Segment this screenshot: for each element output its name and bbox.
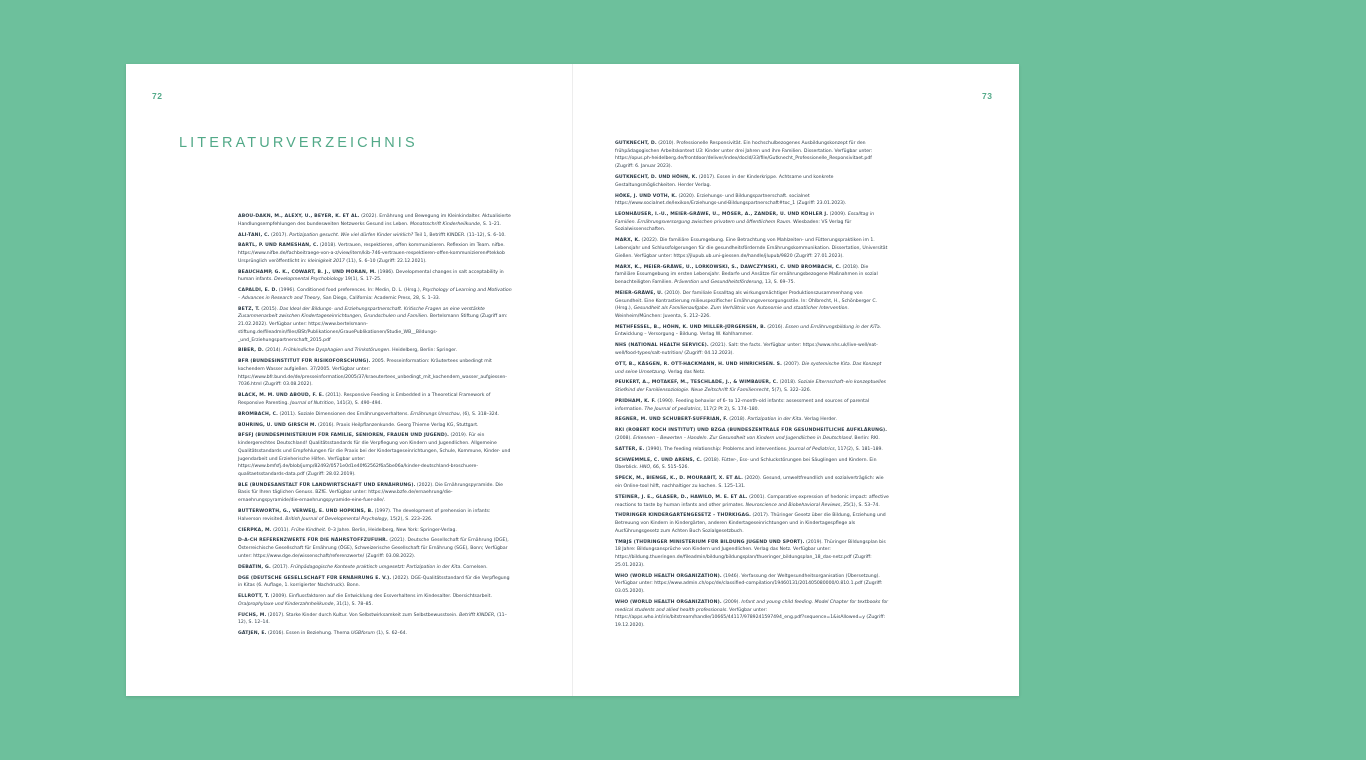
reference-entry (615, 361, 889, 376)
reference-title: HNO (639, 465, 651, 471)
reference-entry (615, 342, 889, 357)
reference-text: (2016). Essen in Beziehung. Thema (266, 631, 352, 637)
reference-details: . Cornelsen. (460, 564, 488, 570)
reference-author: TMBJS (THÜRINGER MINISTERIUM FÜR BILDUNG JUGEND UND SPORT). (615, 539, 805, 545)
reference-text: (1990). Feeding behavior of 6- to 12-month-old infants: assessment and sources of parental information. (615, 398, 870, 412)
reference-title: Ernährungs Umschau (410, 411, 460, 417)
reference-entry (238, 593, 512, 608)
reference-text: (2010). Der familiale Essalltag als wirkungsmächtiger Produktionszusammenhang von Gesundheit. Eine Kontrastierung milieuspezifischer Ernährungsversorgungsstile. In: Ohlbrecht, H., Schönberger C. (Hrsg.), (615, 290, 878, 312)
reference-author: REGNER, M. UND SCHUBERT-SUFFRIAN, F. (615, 417, 728, 423)
reference-entry (615, 512, 889, 535)
reference-entry (615, 379, 889, 394)
reference-entry (238, 358, 512, 389)
reference-details: . Heidelberg, Berlin: Springer. (389, 348, 458, 354)
reference-title: Developmental Psychobiology (274, 277, 344, 283)
reference-entry (238, 432, 512, 478)
reference-text: (1986). Developmental changes in salt acceptability in human infants. (238, 269, 504, 283)
reference-author: LEONHÄUSER, I.-U., MEIER-GRÄWE, U., MÖSER, A., ZANDER, U. UND KÖHLER J. (615, 212, 829, 218)
reference-details: . Verlag das Netz. (664, 369, 706, 375)
reference-author: HÖKE, J. UND VOTH, K. (615, 193, 677, 199)
reference-text: (2019). Thüringer Bildungsplan bis 18 Jahre: Bildungsansprüche von Kindern und Jugendlichen. Verlag das Netz. Verfügbar unter: https://bildung.thueringen.de/fileadmin/bildung/bildungsplan/thueringer_bildungsplan_18_das-netz.pdf (Zugriff: 25.01.2023). (615, 539, 886, 568)
reference-text: (2009). (828, 212, 848, 218)
reference-title: Das Ideal der Bildungs- und Erziehungspartnerschaft. Kritische Fragen an eine verstärkte Zusammenarbeit zwischen Kindertageseinrichtungen, Grundschulen und Familien (238, 306, 485, 320)
reference-details: (1), S. 62–64. (374, 631, 408, 637)
reference-details: , 66, S. 515–526. (650, 465, 689, 471)
reference-details: . 0–3 Jahre. Berlin, Heidelberg, New York: Springer-Verlag. (324, 527, 457, 533)
page-number-left: 72 (152, 91, 163, 101)
reference-text: (1990). The feeding relationship: Problems and interventions. (644, 446, 789, 452)
reference-text: (2021). Salt: the facts. Verfügbar unter: https://www.nhs.uk/live-well/eat-well/food-types/salt-nutrition/ (Zugriff: 04.12.2023). (615, 343, 878, 356)
reference-details: , 117(2 Pt 2), S. 174–180. (700, 406, 760, 412)
reference-text: (2020). Erziehungs- und Bildungspartnerschaft. socialnet https://www.socialnet.de/lexikon/Erziehungs-und-Bildungspartnerschaft#toc_1 (Zugriff: 23.01.2023). (615, 193, 847, 207)
reference-title: Infant and young child feeding. Model Chapter for textbooks for medical students and allied health professionals (615, 599, 889, 613)
reference-details: , 13, S. 69–75. (762, 279, 796, 285)
reference-author: BFR (BUNDESINSTITUT FÜR RISIKOFORSCHUNG). (238, 359, 371, 365)
reference-author: FUCHS, M. (238, 612, 267, 618)
reference-title: Prävention und Gesundheitsförderung (674, 279, 763, 285)
reference-entry (615, 427, 889, 442)
reference-author: BLE (BUNDESANSTALT FÜR LANDWIRTSCHAFT UND ERNÄHRUNG). (238, 482, 416, 488)
reference-author: NHS (NATIONAL HEALTH SERVICE). (615, 343, 709, 349)
reference-author: BROMBACH, C. (238, 411, 279, 417)
reference-author: STEINER, J. E., GLASER, D., HAWILO, M. E. ET AL. (615, 494, 748, 500)
reference-author: WHO (WORLD HEALTH ORGANIZATION). (615, 573, 722, 579)
reference-entry (615, 211, 889, 234)
reference-text: (2011). (271, 527, 292, 533)
reference-text: (2001). Comparative expression of hedonic impact: affective reactions to taste by human infants and other primates. (615, 494, 889, 508)
reference-author: BUTTERWORTH, G., VERWEIJ, E. UND HOPKINS, B. (238, 509, 374, 515)
reference-details: , San Diego, California: Academic Press, 28, S. 1–33. (320, 295, 441, 301)
reference-author: SATTER, E. (615, 446, 645, 452)
reference-author: CIERPKA, M. (238, 527, 272, 533)
reference-text: (1946). Verfassung der Weltgesundheitsorganisation (Übersetzung). Verfügbar unter: https://www.admin.ch/opc/de/classified-compilation/19460131/201405080000/0.810.1.pdf (Zugriff: 03.05.2020). (615, 573, 883, 594)
reference-details: . Verfügbar unter: https://apps.who.int/iris/bitstream/handle/10665/44117/9789241597494_eng.pdf?sequence=1&isAllowed=y (Zugriff: 19.12.2020). (615, 607, 886, 628)
reference-title: British Journal of Developmental Psychology (285, 516, 388, 522)
reference-author: SCHWEMMLE, C. UND ARENS, C. (615, 457, 702, 463)
reference-title: Partizipation in der Kita (747, 417, 802, 423)
reference-entry (615, 324, 889, 339)
reference-details: , 5(7), S. 322–326. (768, 388, 812, 394)
reference-text: (2017). (270, 564, 291, 570)
reference-details: 19(1), S. 17–25. (343, 277, 382, 283)
reference-text: (2014). (263, 348, 284, 354)
reference-author: ELLROTT, T. (238, 594, 270, 600)
reference-entry (238, 422, 512, 430)
reference-author: BARTL, P. UND RAMESHAN, C. (238, 243, 319, 249)
reference-entry (615, 398, 889, 413)
reference-entry (238, 213, 512, 228)
reference-entry (615, 457, 889, 472)
reference-author: BFSFJ (BUNDESMINISTERIUM FÜR FAMILIE, SENIOREN, FRAUEN UND JUGEND). (238, 433, 450, 439)
reference-author: ALI-TANI, C. (238, 232, 270, 238)
page-heading: LITERATURVERZEICHNIS (179, 135, 418, 151)
reference-entry (615, 475, 889, 490)
reference-entry (238, 242, 512, 265)
reference-author: BEAUCHAMP, G. K., COWART, B. J., UND MORAN, M. (238, 269, 377, 275)
reference-author: WHO (WORLD HEALTH ORGANIZATION). (615, 599, 722, 605)
reference-text: (2018). Fütter-, Ess- und Schluckstörungen bei Säuglingen und Kindern. Ein Überblick. (615, 457, 877, 471)
reference-entry (238, 287, 512, 302)
reference-title: Monatsschrift Kinderheilkunde (409, 221, 480, 227)
references-left-column (238, 213, 512, 641)
reference-entry (238, 508, 512, 523)
reference-details: , (6), S. 318–324. (459, 411, 500, 417)
reference-entry (238, 269, 512, 284)
reference-text: (1996). Conditioned food preferences. In: Medin, D. L. (Hrsg.), (277, 288, 423, 294)
reference-text: (2018). (778, 380, 798, 386)
reference-author: MARX, K. (615, 238, 641, 244)
reference-author: DEBATIN, G. (238, 564, 271, 570)
reference-details: , 141(3), S. 490–494. (333, 400, 382, 406)
reference-text: (2010). Professionelle Responsivität. Ein hochschulbezogenes Ausbildungskonzept für den frühpädagogischen Arbeitskontext U3: Kinder unter drei Jahren und ihre Familien. Dissertation. Verfügbar unter: https://opus.ph-heidelberg.de/frontdoor/deliver/index/docId/33/file/Gutknecht_Professionelle_Responsivitaet.pdf (Zugriff: 6. Januar 2023). (615, 141, 873, 170)
reference-text: (2018). Vertrauen, respektieren, offen kommunizieren. Reflexion im Team. nifbe. https://www.nifbe.de/fachbeitraege-von-a-z/view/item/kib-746-vertrauen-respektieren-offen-kommunizieren#tekkob Ursprünglich veröffentlicht in: (238, 243, 505, 264)
reference-text: (2011). Responsive Feeding is Embedded in a Theoretical Framework of Responsive Parenting. (238, 393, 491, 406)
reference-entry (238, 232, 512, 240)
reference-details: . Entwicklung – Versorgung – Bildung. Verlag W. Kohlhammer. (615, 324, 882, 338)
reference-title: Neuroscience and Biobehavioral Reviews (745, 502, 841, 508)
reference-author: GÄTJEN, E. (238, 631, 267, 637)
reference-entry (238, 564, 512, 572)
reference-author: BLACK, M. M. UND ABOUD, F. E. (238, 393, 324, 399)
reference-details: . Verlag Herder. (801, 417, 837, 423)
reference-title: Partizipation gesucht. Wie viel dürfen Kinder wirklich? (289, 232, 414, 238)
reference-title: Gesundheit als Familienaufgabe. Zum Verhältnis von Autonomie und staatlicher Intervention (633, 306, 848, 312)
reference-details: (11), S. 6–10 (Zugriff: 22.12.2021). (344, 258, 427, 264)
reference-entry (615, 290, 889, 321)
reference-details: , S. 1–21. (479, 221, 502, 227)
reference-title: Soziale Elternschaft–ein konzeptuelles Stiefkind der Familiensoziologie. Neue Zeitschrift für Familienrecht (615, 380, 886, 394)
reference-title: Betrifft KINDER (459, 612, 495, 618)
reference-text: (2019). Für ein kindergerechtes Deutschland! Qualitätsstandards für die Verpflegung von Kindern und Jugendlichen. Allgemeine Qualitätsstandards und Empfehlungen für die Praxis bei der Kindertageseinrichtungen, Schule, Kommune, Kinder- und Jugendarbeit und Erzieherische Hilfen. Verfügbar unter: https://www.bmfsfj.de/blob/jump/82492/0571e0d1e40f62562f6a5be06a/kinder-deutschland-broschuere-qualitaetsstandards-data.pdf (Zugriff: 28.02.2019). (238, 433, 511, 477)
reference-text: (1997). The development of prehension in infants: Halverson revisited. (238, 509, 491, 522)
reference-entry (238, 482, 512, 505)
reference-author: METHFESSEL, B., HÖHN, K. UND MILLER-JÜRGENSEN, B. (615, 324, 766, 330)
reference-author: BIBER, D. (238, 348, 264, 354)
reference-author: BÜHRING, U. UND GIRSCH M. (238, 422, 317, 428)
reference-author: MEIER-GRÄWE, U. (615, 290, 663, 296)
reference-entry (238, 630, 512, 638)
reference-entry (615, 140, 889, 171)
reference-entry (615, 494, 889, 509)
reference-author: OTT, B., KÄSGEN, R. OTT-HACKMANN, H. UND HINRICHSEN. S. (615, 361, 783, 367)
reference-text: (2022). Ernährung und Bewegung im Kleinkindalter. Aktualisierte Handlungsempfehlungen des bundesweiten Netzwerks Gesund ins Leben. (238, 214, 511, 227)
reference-details: . Weinheim/München: Juventa, S. 212–226. (615, 306, 849, 319)
reference-details: . Berlin: RKI. (851, 436, 880, 442)
reference-author: MARX, K., MEIER-GRÄWE, U., LORKOWSKI, S., DAWCZYNSKI, C. UND BROMBACH, C. (615, 264, 842, 270)
reference-title: Psychology of Learning and Motivation – Advances in Research and Theory (238, 288, 512, 301)
reference-details: , 25(1), S. 53–74. (840, 502, 880, 508)
reference-entry (615, 174, 889, 189)
reference-author: D-A-CH REFERENZWERTE FÜR DIE NÄHRSTOFFZUFUHR. (238, 538, 388, 544)
reference-author: SPECK, M., BIENGE, K., D. MOURABIT, X. ET AL. (615, 476, 744, 482)
reference-title: Erkennen – Bewerten – Handeln. Zur Gesundheit von Kindern und Jugendlichen in Deutschland (633, 436, 852, 442)
reference-text: (2015). (259, 306, 280, 312)
book-spread (126, 64, 1019, 696)
reference-title: UGBforum (351, 631, 375, 637)
reference-title: Frühpädagogische Kontexte praktisch umgesetzt: Partizipation in der Kita (290, 564, 461, 570)
reference-entry (238, 527, 512, 535)
reference-text: (2016). Praxis Heilpflanzenkunde. Georg Thieme Verlag KG, Stuttgart. (316, 422, 479, 428)
reference-entry (615, 446, 889, 454)
reference-text: (2018). Die familiäre Essumgebung im ersten Lebensjahr. Bedarfe und Ansätze für ernährungsbezogene Maßnahmen in sozial benachteiligten Familien. (615, 264, 878, 285)
reference-text: (2022). Die Ernährungspyramide. Die Basis für Ihren täglichen Genuss. BZfE. Verfügbar unter: https://www.bzfe.de/ernaehrung/die-ernaehrungspyramide/die-ernaehrungspyramide-eine-fuer-alle/. (238, 482, 503, 504)
reference-author: CAPALDI, E. D. (238, 288, 278, 294)
reference-entry (238, 411, 512, 419)
reference-text: (2017). Starke Kinder durch Kultur. Von Selbstwirksamkeit zum Selbstbewusstsein. (266, 612, 460, 618)
reference-entry (238, 306, 512, 345)
reference-author: RKI (ROBERT KOCH INSTITUT) UND BZGA (BUNDESZENTRALE FÜR GESUNDHEITLICHE AUFKLÄRUNG). (615, 428, 888, 434)
reference-author: ABOU-DAKN, M., ALEXY, U., BEYER, K. ET AL. (238, 214, 360, 219)
reference-text: 2005. Presseinformation: Kräutertees unbedingt mit kochendem Wasser aufgießen. 37/2005. Verfügbar unter: https://www.bfr.bund.de/de/presseinformation/2005/37/kraeutertees_unbedingt_mit_kochendem_wasser_aufgiessen-7036.html (Zugriff: 03.08.2022). (238, 359, 507, 388)
reference-author: PRIDHAM, K. F. (615, 398, 656, 404)
reference-title: Journal of Pediatrics (788, 446, 835, 452)
reference-text: (2009). Einflussfaktoren auf die Entwicklung des Essverhaltens im Kindesalter. Übersichtsarbeit. (269, 594, 492, 600)
reference-text: (2008). (615, 436, 634, 442)
reference-text: (2022). DGE-Qualitätsstandard für die Verpflegung in Kitas (6. Auflage, 1. korrigierter Nachdruck). Bonn. (238, 575, 510, 589)
reference-entry (238, 612, 512, 627)
reference-title: Essalltag in Familien. Ernährungsversorgung zwischen privatem und öffentlichem Raum (615, 212, 875, 225)
reference-title: kleinigkeit 2017 (307, 258, 345, 264)
reference-title: Oralprophylaxe und Kinderzahnheilkunde (238, 601, 334, 607)
reference-author: GUTKNECHT, D. UND HÖHN, K. (615, 174, 698, 180)
reference-text: (2016). (765, 324, 786, 330)
reference-entry (238, 575, 512, 590)
reference-title: The Journal of pediatrics (644, 406, 701, 412)
reference-entry (615, 599, 889, 630)
reference-entry (238, 347, 512, 355)
reference-author: DGE (DEUTSCHE GESELLSCHAFT FÜR ERNÄHRUNG E. V.). (238, 575, 392, 581)
reference-text: (2011). Soziale Dimensionen des Ernährungsverhaltens. (278, 411, 411, 417)
page-number-right: 73 (982, 91, 993, 101)
reference-details: . Wiesbaden: VS Verlag für Sozialwissenschaften. (615, 219, 852, 233)
reference-text: (2009). (721, 599, 742, 605)
reference-entry (615, 264, 889, 287)
reference-text: (2022). Die familiäre Essumgebung. Eine Betrachtung von Mahlzeiten- und Fütterungspraktiken im 1. Lebensjahr und Schlussfolgerungen für die gesundheitsfördernde Ernährungskommunikation. Dissertation, Universität Gießen. Verfügbar unter: https://jlupub.ub.uni-giessen.de/handle/jlupub/9820 (Zugriff: 27.01.2023). (615, 238, 888, 259)
reference-text: (2017). (269, 232, 290, 238)
reference-entry (615, 573, 889, 596)
reference-text: (2017). Essen in der Kinderkrippe. Achtsame und konkrete Gestaltungsmöglichkeiten. Herder Verlag. (615, 174, 834, 188)
reference-details: , 31(1), S. 78–85. (333, 601, 373, 607)
reference-entry (615, 193, 889, 208)
reference-author: THÜRINGER KINDERGARTENGESETZ – THÜRKIGAG. (615, 513, 752, 519)
reference-title: Journal of Nutrition (290, 400, 334, 406)
reference-details: . Bertelsmann Stiftung (Zugriff am: 21.02.2022). Verfügbar unter: https://www.bertelsmann-stiftung.de/fileadmin/files/BSt/Publikationen/GrauePublikationen/Studie_WB__Bildungs-_und_Erziehungspartnerschaft_2015.pdf (238, 314, 508, 343)
reference-text: (2007). (782, 361, 802, 367)
reference-author: GUTKNECHT, D. (615, 141, 657, 146)
reference-details: Teil 1, Betrifft KINDER. (11–12), S. 6–10. (413, 232, 506, 238)
page-gutter (572, 64, 573, 696)
reference-title: Die systemische Kita. Das Konzept und seine Umsetzung (615, 361, 882, 375)
reference-details: , 117(2), S. 181–189. (834, 446, 883, 452)
reference-entry (615, 416, 889, 424)
reference-text: (2017). Thüringer Gesetz über die Bildung, Erziehung und Betreuung von Kindern in Kindergärten, anderen Kindertageseinrichtungen und in Kindertagespflege als Ausführungsgesetz zum Achten Buch Sozialgesetzbuch. (615, 513, 886, 534)
reference-entry (615, 237, 889, 260)
reference-entry (238, 537, 512, 560)
reference-entry (238, 392, 512, 407)
reference-author: PEUKERT, A., MOTAKEF, M., TESCHLADE, J., & WIMBAUER, C. (615, 380, 779, 386)
reference-text: (2018). (727, 417, 748, 423)
reference-title: Essen und Ernährungsbildung in der KiTa (785, 324, 880, 330)
references-right-column (615, 140, 889, 633)
reference-details: , 15(2), S. 223–226. (387, 516, 433, 522)
reference-title: Frühkindliche Dysphagien und Trinkstörungen (283, 348, 390, 354)
reference-entry (615, 539, 889, 570)
reference-text: (2021). Deutsche Gesellschaft für Ernährung (DGE), Österreichische Gesellschaft für Ernährung (ÖGE), Schweizerische Gesellschaft für Ernährung (SGE), Bonn; Verfügbar unter: https://www.dge.de/wissenschaft/referenzwerte/ (Zugriff: 03.08.2022). (238, 538, 509, 559)
reference-text: (2020). Gesund, umweltfreundlich und sozialverträglich: wie ein Online-tool hilft, nachhaltiger zu kochen. S. 125–131. (615, 476, 884, 489)
reference-author: BETZ, T. (238, 306, 260, 312)
reference-details: , (11–12), S. 12–14. (238, 612, 507, 626)
reference-title: Frühe Kindheit (291, 527, 325, 533)
